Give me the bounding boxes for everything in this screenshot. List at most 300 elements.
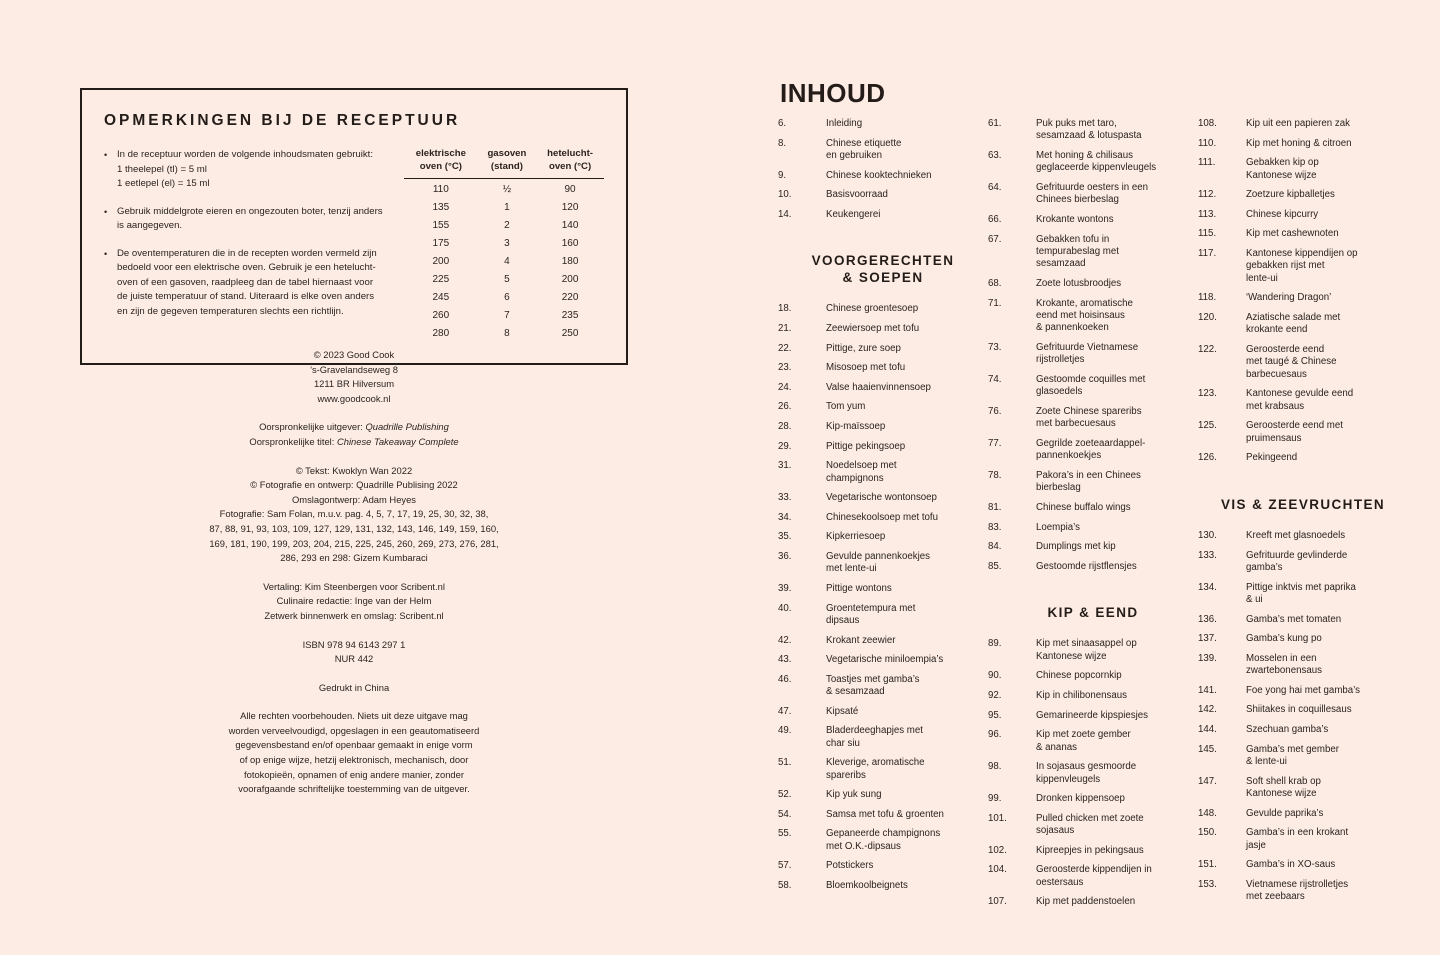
contents-entry-label [1246, 209, 1408, 221]
contents-entry-label [1036, 541, 1198, 553]
legal-line: gegevensbestand en/of openbaar gemaakt in enige vorm [235, 739, 473, 751]
contents-entry[interactable] [988, 710, 1198, 722]
contents-entry[interactable] [1198, 550, 1408, 575]
contents-entry[interactable] [778, 303, 988, 315]
contents-entry[interactable] [988, 896, 1198, 908]
contents-entry-line: Gevulde paprika’s [1246, 807, 1324, 819]
contents-entry[interactable] [1198, 859, 1408, 871]
contents-entry-line: gamba’s [1246, 561, 1283, 573]
contents-entry-line: Kantonese kippendijen op [1246, 247, 1358, 259]
contents-entry[interactable] [988, 374, 1198, 399]
contents-entry[interactable] [778, 460, 988, 485]
contents-entry-page: 145. [1198, 743, 1217, 755]
contents-entry-line: & pannenkoeken [1036, 322, 1109, 334]
contents-entry[interactable] [1198, 530, 1408, 542]
oven-table-cell: 4 [504, 256, 510, 267]
contents-entry-page: 107. [988, 896, 1007, 908]
contents-entry-page: 58. [778, 880, 792, 892]
contents-entry-label [1246, 420, 1408, 445]
contents-entry[interactable] [988, 234, 1198, 271]
contents-entry[interactable] [988, 214, 1198, 226]
contents-entry-page: 49. [778, 725, 792, 737]
contents-entry[interactable] [1198, 685, 1408, 697]
contents-entry[interactable] [778, 551, 988, 576]
contents-entry-line: Krokante, aromatische [1036, 297, 1133, 309]
contents-entry[interactable] [778, 674, 988, 699]
contents-entry[interactable] [988, 470, 1198, 495]
contents-entry[interactable] [1198, 388, 1408, 413]
contents-entry[interactable] [1198, 344, 1408, 381]
contents-entry-line: Gefrituurde Vietnamese [1036, 342, 1139, 353]
original-edition-block [80, 420, 628, 449]
contents-entry[interactable] [988, 342, 1198, 367]
contents-entry[interactable] [1198, 879, 1408, 904]
contents-entry[interactable] [1198, 724, 1408, 736]
contents-columns [778, 118, 1433, 916]
contents-entry-label [1246, 157, 1408, 182]
contents-entry-page: 112. [1198, 189, 1217, 201]
contents-entry[interactable] [988, 761, 1198, 786]
contents-entry-label [1246, 827, 1408, 852]
contents-entry[interactable] [1198, 827, 1408, 852]
contents-entry-page: 150. [1198, 827, 1217, 839]
rights-line: 169, 181, 190, 199, 203, 204, 215, 225, 245, 260, 269, 273, 276, 281, [209, 537, 499, 549]
contents-entry-page: 46. [778, 673, 792, 685]
right-page [720, 0, 1440, 955]
contents-column-3 [1198, 118, 1408, 916]
legal-line: worden verveelvoudigd, opgeslagen in een geautomatiseerd [228, 724, 480, 736]
contents-entry-label [1036, 298, 1198, 335]
oven-table-cell: 8 [504, 328, 510, 339]
contents-entry-line: Vietnamese rijstrolletjes [1246, 878, 1349, 890]
legal-line: fotokopieën, opnamen of enig andere manier, zonder [244, 768, 464, 780]
contents-entry-label [1246, 312, 1408, 337]
contents-entry-page: 54. [778, 808, 792, 820]
contents-entry-line: Geroosterde eend [1246, 343, 1325, 355]
contents-entry-line: pannenkoekjes [1036, 450, 1102, 462]
contents-entry-page: 28. [778, 420, 792, 432]
contents-entry[interactable] [778, 635, 988, 647]
contents-entry[interactable] [1198, 452, 1408, 464]
contents-entry-line: Chinese etiquette [826, 137, 902, 149]
contents-entry-page: 39. [778, 582, 792, 594]
contents-entry-line: & sesamzaad [826, 686, 885, 698]
contents-entry-page: 147. [1198, 775, 1217, 787]
contents-entry[interactable] [988, 278, 1198, 290]
spacer [1198, 513, 1408, 530]
production-line: Zetwerk binnenwerk en omslag: Scribent.nl [264, 609, 444, 621]
contents-entry-line: Vegetarische wontonsoep [826, 492, 937, 504]
contents-entry[interactable] [778, 512, 988, 524]
contents-entry-page: 142. [1198, 704, 1217, 716]
contents-entry-page: 18. [778, 303, 792, 315]
contents-entry-line: Kip in chilibonensaus [1036, 689, 1128, 701]
contents-entry-line: Basisvoorraad [826, 189, 888, 201]
contents-entry-line: Gamba’s met gember [1246, 743, 1339, 755]
contents-entry[interactable] [1198, 292, 1408, 304]
oven-table-cell: 200 [432, 256, 450, 267]
oven-table-body [404, 179, 604, 344]
oven-table-cell: 135 [432, 202, 450, 213]
publisher-block [80, 348, 628, 406]
contents-entry-page: 51. [778, 757, 792, 769]
contents-entry-page: 9. [778, 169, 787, 181]
contents-entry[interactable] [988, 118, 1198, 143]
contents-entry[interactable] [1198, 633, 1408, 645]
contents-entry-label [1036, 374, 1198, 399]
contents-entry-line: Misosoep met tofu [826, 362, 906, 374]
contents-entry-label [826, 492, 988, 504]
contents-entry-page: 125. [1198, 420, 1217, 432]
contents-entry-line: met lente-ui [826, 563, 877, 575]
contents-entry-label [1036, 182, 1198, 207]
contents-entry-label [1246, 530, 1408, 542]
contents-entry-page: 141. [1198, 684, 1217, 696]
spacer [778, 286, 988, 303]
contents-entry[interactable] [1198, 776, 1408, 801]
contents-entry-label [1246, 685, 1408, 697]
recipe-note-line: is aangegeven. [117, 220, 183, 231]
contents-entry-line: Pittige pekingsoep [826, 440, 906, 452]
contents-entry-page: 95. [988, 709, 1002, 721]
contents-entry-label [826, 303, 988, 315]
contents-entry-label [1246, 189, 1408, 201]
contents-entry[interactable] [778, 362, 988, 374]
contents-entry-page: 122. [1198, 343, 1217, 355]
recipe-note-line: de juiste temperatuur of stand. Uiteraard is elke oven anders [117, 291, 375, 302]
contents-entry-line: pruimensaus [1246, 432, 1302, 444]
oven-table-cell: 175 [432, 238, 450, 249]
contents-entry[interactable] [778, 421, 988, 433]
contents-entry-line: Kip met zoete gember [1036, 729, 1131, 741]
oven-table-cell: 160 [561, 238, 579, 249]
contents-entry-line: Inleiding [826, 118, 863, 129]
contents-entry[interactable] [988, 813, 1198, 838]
contents-entry[interactable] [1198, 704, 1408, 716]
oven-table-cell: 1 [504, 202, 510, 213]
contents-entry-page: 57. [778, 860, 792, 872]
oven-table-cell: 180 [561, 256, 579, 267]
contents-entry[interactable] [778, 170, 988, 182]
contents-entry-line: lente-ui [1246, 272, 1278, 284]
contents-entry-page: 99. [988, 793, 1002, 805]
contents-entry-label [1246, 452, 1408, 464]
contents-entry-line: spareribs [826, 769, 866, 781]
contents-column-2 [988, 118, 1198, 916]
contents-entry-page: 47. [778, 705, 792, 717]
contents-entry-label [826, 674, 988, 699]
recipe-notes-title: OPMERKINGEN BIJ DE RECEPTUUR [104, 112, 461, 129]
recipe-note-line: In de receptuur worden de volgende inhoudsmaten gebruikt: [117, 149, 374, 160]
contents-entry[interactable] [988, 298, 1198, 335]
contents-entry[interactable] [988, 150, 1198, 175]
contents-entry-label [1246, 388, 1408, 413]
oven-table-row [404, 235, 604, 253]
contents-entry[interactable] [988, 845, 1198, 857]
contents-entry[interactable] [778, 828, 988, 853]
contents-entry[interactable] [1198, 248, 1408, 285]
contents-entry-page: 34. [778, 511, 792, 523]
contents-entry-line: Kip met honing & citroen [1246, 137, 1352, 149]
original-title-value: Chinese Takeaway Complete [336, 435, 459, 447]
oven-table-wrapper [404, 146, 604, 343]
contents-entry-page: 64. [988, 182, 1002, 193]
contents-entry-line: Kipsaté [826, 705, 859, 717]
contents-entry-line: Gebakken tofu in [1036, 233, 1110, 245]
oven-table-cell: 220 [561, 292, 579, 303]
contents-entry-line: en gebruiken [826, 150, 883, 161]
oven-table-cell: 280 [432, 328, 450, 339]
colophon-credits [80, 348, 628, 797]
contents-entry[interactable] [1198, 189, 1408, 201]
contents-entry[interactable] [778, 323, 988, 335]
contents-entry-label [1036, 150, 1198, 175]
oven-table-cell: 235 [561, 310, 579, 321]
recipe-note-line: De oventemperaturen die in de recepten worden vermeld zijn [117, 247, 377, 259]
contents-entry-line: Chinese kooktechnieken [826, 169, 932, 181]
oven-table-cell: 2 [504, 220, 510, 231]
contents-section-heading [778, 252, 988, 286]
contents-entry-line: met O.K.-dipsaus [826, 840, 901, 852]
contents-entry-label [1036, 342, 1198, 367]
printed-block [80, 681, 628, 696]
contents-entry-line: Toastjes met gamba’s [826, 673, 920, 685]
recipe-notes-bullets [104, 146, 398, 343]
contents-entry-line: Kreeft met glasnoedels [1246, 529, 1346, 541]
recipe-note-text [117, 205, 398, 234]
contents-entry-line: Kip met cashewnoten [1246, 228, 1339, 240]
contents-entry[interactable] [778, 401, 988, 413]
contents-entry[interactable] [988, 541, 1198, 553]
contents-entry[interactable] [778, 343, 988, 355]
oven-table-cell: 110 [432, 184, 449, 195]
contents-entry-line: Pittige wontons [826, 582, 892, 594]
legal-line: Alle rechten voorbehouden. Niets uit deze uitgave mag [240, 710, 468, 722]
contents-entry-line: Gemarineerde kipspiesjes [1036, 709, 1148, 721]
contents-entry[interactable] [778, 118, 988, 130]
production-line: Culinaire redactie: Inge van der Helm [276, 595, 432, 607]
recipe-note-line: bedoeld voor een elektrische oven. Gebruik je een hetelucht- [117, 262, 376, 273]
contents-entry-label [1036, 793, 1198, 805]
contents-entry-line: Noedelsoep met [826, 460, 897, 472]
contents-entry-page: 111. [1198, 157, 1216, 169]
contents-entry[interactable] [988, 670, 1198, 682]
contents-entry-page: 14. [778, 208, 792, 220]
contents-entry[interactable] [778, 209, 988, 221]
contents-entry-page: 68. [988, 278, 1002, 289]
contents-entry[interactable] [778, 860, 988, 872]
contents-entry-line: Keukengerei [826, 208, 881, 220]
contents-entry-label [1036, 710, 1198, 722]
contents-entry-page: 110. [1198, 137, 1217, 149]
contents-entry-page: 102. [988, 844, 1007, 856]
contents-entry[interactable] [988, 864, 1198, 889]
contents-entry-label [1036, 470, 1198, 495]
contents-entry-line: Pittige, zure soep [826, 342, 901, 354]
contents-entry-label [826, 118, 988, 130]
recipe-note-item [104, 148, 398, 192]
contents-entry[interactable] [778, 725, 988, 750]
contents-entry[interactable] [1198, 614, 1408, 626]
contents-entry-page: 136. [1198, 613, 1217, 625]
contents-entry-label [1246, 344, 1408, 381]
contents-entry[interactable] [988, 561, 1198, 573]
contents-entry[interactable] [778, 603, 988, 628]
contents-entry[interactable] [778, 382, 988, 394]
contents-entry[interactable] [1198, 744, 1408, 769]
contents-entry-page: 6. [778, 118, 787, 129]
contents-entry[interactable] [1198, 118, 1408, 130]
contents-entry[interactable] [988, 182, 1198, 207]
contents-entry-page: 83. [988, 521, 1002, 533]
spacer [988, 580, 1198, 604]
contents-entry[interactable] [988, 690, 1198, 702]
oven-table-cell: 7 [504, 310, 510, 321]
contents-entry-label [1036, 438, 1198, 463]
contents-entry-label [826, 725, 988, 750]
oven-table-row [404, 199, 604, 217]
contents-entry-line: & ananas [1036, 741, 1077, 753]
contents-entry-page: 126. [1198, 452, 1217, 464]
contents-entry-page: 22. [778, 342, 792, 354]
contents-entry[interactable] [1198, 209, 1408, 221]
contents-entry-label [1036, 896, 1198, 908]
contents-entry-label [1036, 690, 1198, 702]
oven-table-cell: 3 [504, 238, 510, 249]
contents-entry[interactable] [778, 809, 988, 821]
contents-entry-line: Loempia’s [1036, 521, 1080, 533]
contents-entry-page: 120. [1198, 311, 1217, 323]
contents-entry-line: Gestoomde rijstflensjes [1036, 560, 1137, 572]
contents-entry[interactable] [988, 438, 1198, 463]
contents-entry-label [1246, 633, 1408, 645]
contents-entry[interactable] [988, 406, 1198, 431]
contents-entry-label [826, 531, 988, 543]
contents-entry[interactable] [778, 492, 988, 504]
contents-entry-line: met taugé & Chinese [1246, 356, 1337, 368]
bullet-icon: • [104, 248, 108, 259]
rights-line: © Fotografie en ontwerp: Quadrille Publising 2022 [250, 479, 458, 491]
contents-entry[interactable] [1198, 138, 1408, 150]
contents-entry-line: Zeewiersoep met tofu [826, 322, 920, 334]
contents-entry-label [826, 654, 988, 666]
contents-entry-line: Geroosterde eend met [1246, 420, 1343, 432]
contents-entry-label [826, 460, 988, 485]
contents-entry-label [826, 757, 988, 782]
contents-entry-page: 137. [1198, 633, 1217, 645]
contents-entry-label [1036, 278, 1198, 290]
publisher-line: 1211 BR Hilversum [313, 378, 395, 390]
contents-entry-page: 42. [778, 634, 792, 646]
contents-entry-page: 61. [988, 118, 1002, 129]
contents-entry[interactable] [988, 638, 1198, 663]
contents-entry-label [1246, 550, 1408, 575]
contents-entry[interactable] [1198, 582, 1408, 607]
contents-entry-page: 113. [1198, 208, 1217, 220]
contents-entry[interactable] [778, 880, 988, 892]
contents-entry-page: 66. [988, 214, 1002, 225]
contents-entry[interactable] [988, 522, 1198, 534]
recipe-notes-body [104, 146, 604, 343]
contents-entry[interactable] [1198, 808, 1408, 820]
contents-entry[interactable] [988, 502, 1198, 514]
contents-entry-page: 36. [778, 550, 792, 562]
contents-entry[interactable] [1198, 228, 1408, 240]
contents-section-heading-line: KIP & EEND [1047, 605, 1139, 621]
contents-entry-page: 85. [988, 560, 1002, 572]
contents-entry[interactable] [778, 789, 988, 801]
recipe-notes-box [80, 88, 628, 365]
contents-entry-line: Kipkerriesoep [826, 531, 886, 543]
contents-entry-label [1246, 879, 1408, 904]
contents-entry[interactable] [1198, 420, 1408, 445]
contents-entry-line: Gefrituurde gevlinderde [1246, 549, 1348, 561]
contents-entry-label [826, 401, 988, 413]
contents-entry-page: 10. [778, 189, 792, 201]
contents-entry-page: 74. [988, 374, 1002, 385]
contents-entry-label [1036, 522, 1198, 534]
original-publisher-label: Oorspronkelijke uitgever: [259, 421, 366, 433]
bullet-icon: • [104, 150, 108, 160]
printed-line: Gedrukt in China [318, 681, 390, 693]
contents-entry-page: 153. [1198, 878, 1217, 890]
contents-entry-line: Puk puks met taro, [1036, 118, 1117, 129]
contents-entry[interactable] [778, 757, 988, 782]
contents-entry[interactable] [1198, 312, 1408, 337]
contents-entry-line: Gamba’s in XO-saus [1246, 859, 1336, 871]
contents-entry-page: 90. [988, 670, 1002, 682]
contents-entry-line: oestersaus [1036, 876, 1084, 888]
contents-entry[interactable] [778, 654, 988, 666]
contents-section-heading-line: VIS & ZEEVRUCHTEN [1220, 496, 1386, 512]
contents-entry[interactable] [778, 441, 988, 453]
contents-entry-page: 63. [988, 150, 1002, 161]
oven-table-header-row [404, 147, 604, 179]
contents-entry[interactable] [778, 189, 988, 201]
contents-entry-line: Kantonese wijze [1036, 650, 1107, 662]
contents-entry-page: 84. [988, 541, 1002, 553]
contents-entry-line: Gamba’s kung po [1246, 633, 1322, 645]
rights-line: 87, 88, 91, 93, 103, 109, 127, 129, 131, 132, 143, 146, 149, 159, 160, [209, 522, 499, 534]
contents-entry-line: geglaceerde kippenvleugels [1036, 162, 1157, 174]
contents-entry-line: met barbecuesaus [1036, 418, 1116, 430]
contents-entry[interactable] [988, 793, 1198, 805]
contents-entry-line: & lente-ui [1246, 755, 1287, 767]
contents-column-1 [778, 118, 988, 916]
contents-entry[interactable] [778, 583, 988, 595]
contents-entry-line: Chinese popcornkip [1036, 670, 1122, 682]
contents-entry[interactable] [778, 531, 988, 543]
contents-entry-page: 31. [778, 460, 792, 472]
original-publisher-value: Quadrille Publishing [365, 421, 449, 433]
contents-entry-line: Gestoomde coquilles met [1036, 374, 1146, 385]
contents-entry[interactable] [1198, 157, 1408, 182]
contents-entry-page: 77. [988, 438, 1002, 449]
contents-entry-line: Gegrilde zoeteaardappel- [1036, 438, 1146, 449]
contents-entry[interactable] [778, 138, 988, 163]
recipe-note-line: Gebruik middelgrote eieren en ongezouten boter, tenzij anders [117, 205, 383, 217]
contents-entry[interactable] [988, 729, 1198, 754]
contents-entry-line: tempurabeslag met [1036, 246, 1119, 257]
contents-entry[interactable] [778, 706, 988, 718]
contents-entry[interactable] [1198, 653, 1408, 678]
rights-line: 286, 293 en 298: Gizem Kumbaraci [280, 552, 428, 564]
legal-line: of op enige wijze, hetzij elektronisch, mechanisch, door [239, 754, 469, 766]
contents-entry-label [1036, 761, 1198, 786]
contents-entry-label [826, 170, 988, 182]
contents-entry-line: Samsa met tofu & groenten [826, 808, 944, 820]
oven-table-cell: 5 [504, 274, 510, 285]
